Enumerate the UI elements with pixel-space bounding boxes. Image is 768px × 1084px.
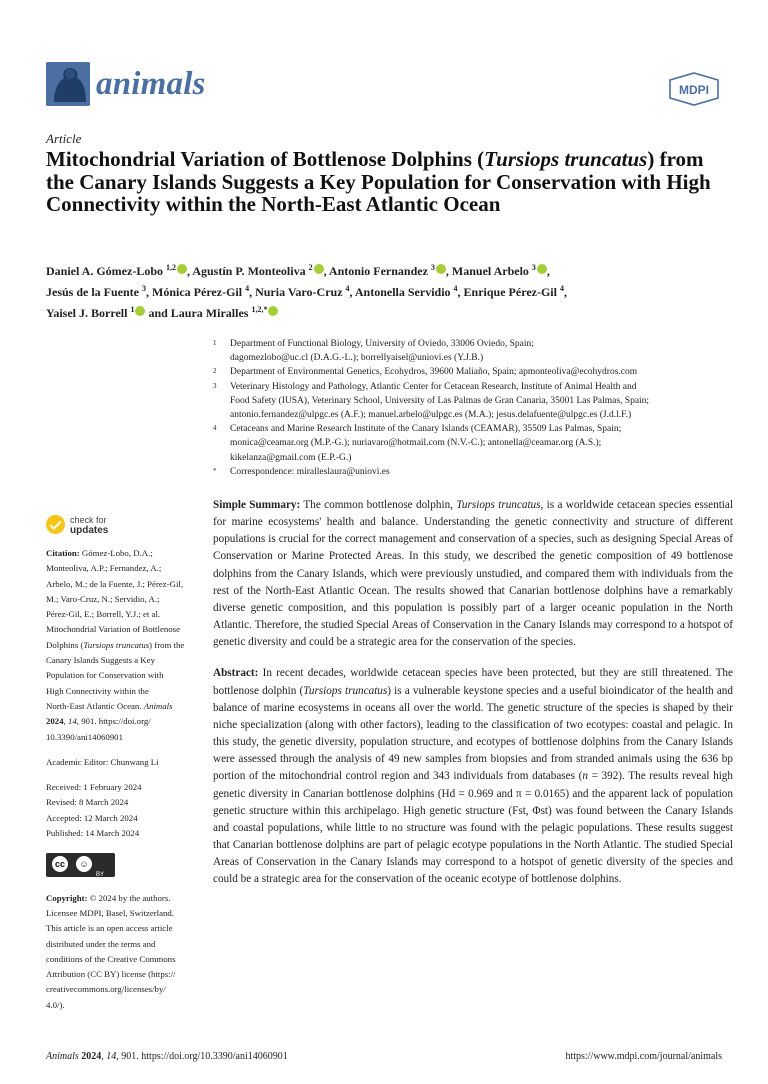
check-for-updates-button[interactable]: [46, 515, 176, 539]
citation: Citation: Gómez-Lobo, D.A.; Monteoliva, A.P.; Fernandez, A.; Arbelo, M.; de la Fuente, J.; Pérez-Gil, M.; Varo-Cruz, N.; Servidio, A.; Pérez-Gil, E.; Borrell, Y.J.; et al. Mitochondrial Variation of Bottlenose Dolphins (Tursiops truncatus) from the Canary Islands Suggests a Key Population for Conservation with High Connectivity within the North-East Atlantic Ocean. Animals 2024, 14, 901. https://doi.org/ 10.3390/ani14060901: [46, 546, 198, 745]
author-affiliation-sup: 4: [453, 284, 458, 293]
accepted-date: Accepted: 12 March 2024: [46, 812, 138, 823]
affiliation-item: [213, 337, 733, 365]
academic-editor: Academic Editor: Chunwang Li: [46, 756, 159, 767]
author-name: Manuel Arbelo: [451, 264, 529, 278]
check-updates-icon: [46, 515, 65, 534]
author-affiliation-sup: 1,2,*: [251, 305, 268, 314]
author-name: Agustín P. Monteoliva: [192, 264, 306, 278]
affiliation-line: kikelanza@gmail.com (E.P.-G.): [230, 452, 352, 463]
cc-by-license-icon[interactable]: [46, 853, 115, 877]
author-name: Antonella Servidio: [354, 285, 451, 299]
affiliation-item: [213, 422, 733, 465]
revised-date: Revised: 8 March 2024: [46, 797, 129, 808]
affiliation-number: *: [213, 466, 217, 475]
affiliation-line: Correspondence: miralleslaura@uniovi.es: [230, 466, 390, 477]
author-name: Jesús de la Fuente: [46, 285, 139, 299]
affiliation-number: 2: [213, 367, 217, 376]
orcid-icon[interactable]: [537, 264, 547, 274]
author-affiliation-sup: 4: [245, 284, 250, 293]
author-separator: ,: [323, 264, 329, 278]
gorilla-logo-icon: [46, 62, 90, 106]
main-text: [213, 497, 733, 888]
affiliation-line: Food Safety (IUSA), Veterinary School, University of Las Palmas de Gran Canaria, 35001 Las Palmas, Spain;: [230, 395, 650, 406]
check-updates-line1: check for: [70, 515, 107, 525]
author-separator: ,: [146, 285, 152, 299]
affiliation-item: [213, 465, 733, 479]
published-date: Published: 14 March 2024: [46, 828, 140, 839]
journal-name: animals: [96, 66, 206, 102]
author-separator: ,: [546, 264, 550, 278]
author-affiliation-sup: 4: [345, 284, 350, 293]
affiliation-number: 3: [213, 381, 217, 390]
mdpi-logo-icon: [666, 71, 722, 107]
author-name: Daniel A. Gómez-Lobo: [46, 264, 163, 278]
cc-by-label: BY: [96, 872, 105, 879]
sidebar: [46, 546, 198, 1013]
author-affiliation-sup: 3: [142, 284, 146, 293]
affiliation-line: Cetaceans and Marine Research Institute of the Canary Islands (CEAMAR), 35509 Las Palmas, Spain;: [230, 424, 622, 435]
copyright: Copyright: © 2024 by the authors. Licensee MDPI, Basel, Switzerland. This article is an open access article distributed under the terms and conditions of the Creative Commons Attribution (CC BY) license (https:// creativecommons.org/licenses/by/ 4.0/).: [46, 892, 176, 1010]
abstract: Abstract: In recent decades, worldwide cetacean species have been protected, but they are still threatened. The bottlenose dolphin (Tursiops truncatus) is a vulnerable keystone species and a useful bioindicator of the health and balance of marine ecosystems in oceans all over the world. The genetic structure of the species is shaped by their niche specialization (along with other factors), leading to the classification of two ecotypes: coastal and pelagic. In this study, the genetic diversity, population structure, and ecotypes of bottlenose dolphins from the Canary Islands were assessed through the analysis of 49 new samples from biopsies and from stranded animals using the 636 bp portion of the mitochondrial control region and 343 individuals from databases (n = 392). The results reveal high genetic diversity in Canarian bottlenose dolphins (Hd = 0.969 and π = 0.0165) and the apparent lack of population genetic structure within this archipelago. High genetic structure (Fst, Φst) was found between the Canary Islands and coastal populations, while little to no structure was found with the pelagic populations. These results suggest that Canarian bottlenose dolphins are part of pelagic ecotype populations in the North Atlantic. The studied Special Areas of Conservation in the Canary Islands may correspond to a hotspot of genetic diversity of the species and could be a strategic area for the conservation of the oceanic ecotype of bottlenose dolphins.: [213, 667, 733, 886]
affiliation-line: Department of Functional Biology, University of Oviedo, 33006 Oviedo, Spain;: [230, 339, 534, 349]
affiliation-line: Veterinary Histology and Pathology, Atlantic Center for Cetacean Research, Institute of Animal Health and: [230, 381, 637, 392]
svg-text:MDPI: MDPI: [679, 83, 709, 97]
author-name: Antonio Fernandez: [328, 264, 428, 278]
author-separator: ,: [563, 285, 567, 299]
author-list: [46, 259, 736, 322]
cc-icon: cc: [52, 856, 68, 872]
affiliation-item: [213, 365, 733, 379]
affiliation-number: 1: [213, 339, 217, 347]
article-type: Article: [46, 131, 82, 146]
author-name: Enrique Pérez-Gil: [463, 285, 557, 299]
citation-label: Citation:: [46, 548, 80, 558]
orcid-icon[interactable]: [135, 306, 145, 316]
author-name: Nuria Varo-Cruz: [255, 285, 343, 299]
author-separator: ,: [349, 285, 355, 299]
received-date: Received: 1 February 2024: [46, 782, 142, 793]
doi-link[interactable]: 10.3390/ani14060901: [46, 731, 123, 742]
person-icon: ☺: [76, 856, 92, 872]
orcid-icon[interactable]: [268, 306, 278, 316]
author-separator: ,: [249, 285, 256, 299]
author-affiliation-sup: 4: [559, 284, 564, 293]
author-affiliation-sup: 3: [430, 263, 435, 272]
orcid-icon[interactable]: [314, 264, 324, 274]
simple-summary: Simple Summary: The common bottlenose dolphin, Tursiops truncatus, is a worldwide cetacean species essential for marine ecosystems' health and balance. Understanding the genetic connectivity and structure of different populations is crucial for the correct management and conservation of a species, such as designing Special Areas of Conservation or Marine Protected Areas. In this study, we described the genetic composition of 49 bottlenose dolphins from the Canary Islands, which were previously unstudied, and compared them with individuals from the rest of the North-East Atlantic Ocean. The results showed that Canarian bottlenose dolphins have a remarkably diverse genetic composition, and this population is possibly part of a larger oceanic population in the North Atlantic. Therefore, the studied Special Areas of Conservation in the Canary Islands may correspond to a hotspot of genetic diversity and could be a strategic area for the conservation of the species.: [213, 499, 733, 649]
orcid-icon[interactable]: [436, 264, 446, 274]
orcid-icon[interactable]: [177, 264, 187, 274]
author-affiliation-sup: 2: [308, 263, 313, 272]
author-separator: ,: [457, 285, 464, 299]
affiliations: [213, 337, 733, 479]
check-updates-line2: updates: [70, 525, 109, 536]
author-affiliation-sup: 3: [531, 263, 536, 272]
author-name: Yaisel J. Borrell: [46, 306, 128, 320]
author-separator: ,: [187, 264, 193, 278]
affiliation-item: [213, 380, 733, 423]
article-title: Mitochondrial Variation of Bottlenose Dolphins (Tursiops truncatus) from the Canary Islands Suggests a Key Population for Conservation with High Connectivity within the North-East Atlantic Ocean: [46, 147, 711, 216]
affiliation-line: Department of Environmental Genetics, Ecohydros, 39600 Maliaño, Spain; apmonteoliva@ecohydros.com: [230, 367, 638, 378]
affiliation-line: monica@ceamar.org (M.P.-G.); nuriavaro@hotmail.com (N.V.-C.); antonella@ceamar.org (A.S.);: [230, 438, 602, 449]
author-name: Laura Miralles: [170, 306, 249, 320]
footer-journal-link[interactable]: https://www.mdpi.com/journal/animals: [565, 1051, 722, 1062]
affiliation-number: 4: [213, 424, 217, 433]
author-separator: and: [145, 306, 171, 320]
footer-citation: Animals 2024, 14, 901. https://doi.org/10.3390/ani14060901: [46, 1051, 288, 1062]
affiliation-line: dagomezlobo@uc.cl (D.A.G.-L.); borrellyaisel@uniovi.es (Y.J.B.): [230, 353, 484, 364]
author-affiliation-sup: 1,2: [166, 263, 176, 272]
affiliation-line: antonio.fernandez@ulpgc.es (A.F.); manuel.arbelo@ulpgc.es (M.A.); jesus.delafuente@ulpgc.es (J.d.l.F.): [230, 410, 632, 421]
author-separator: ,: [445, 264, 452, 278]
author-name: Mónica Pérez-Gil: [152, 285, 243, 299]
author-affiliation-sup: 1: [130, 305, 135, 314]
